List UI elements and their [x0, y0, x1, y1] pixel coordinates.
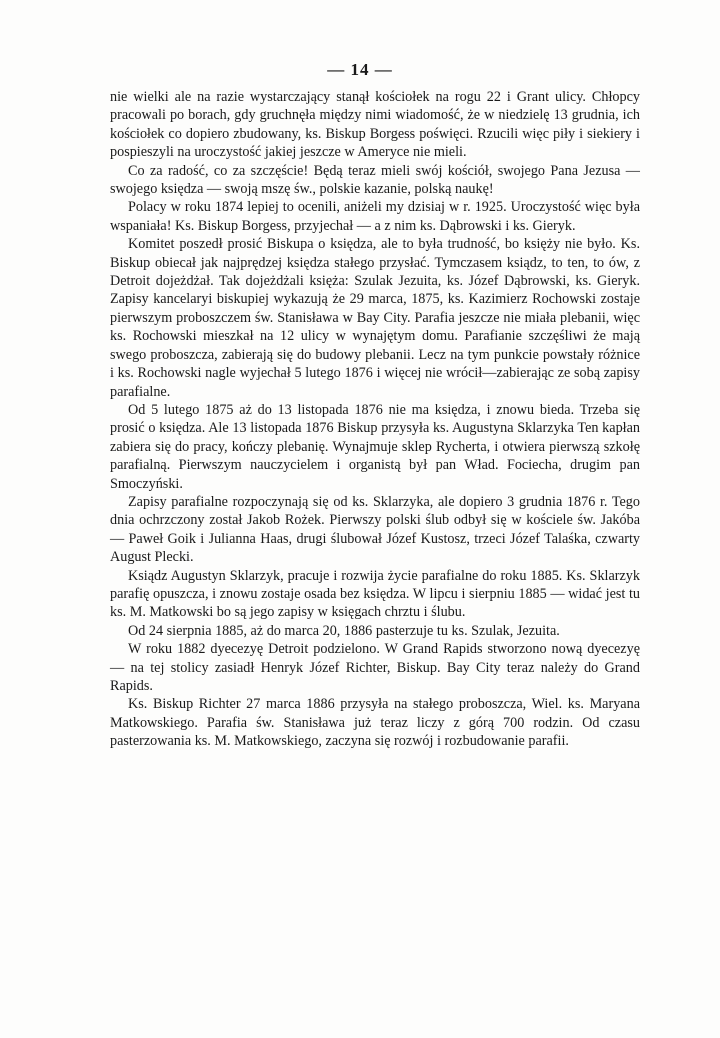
paragraph-9: W roku 1882 dyecezyę Detroit podzielono. W Grand Rapids stworzono nową dyecezyę — na tej stolicy zasiadł Henryk Józef Richter, Biskup. Bay City teraz należy do Grand Rapids. — [110, 641, 640, 694]
paragraph-10: Ks. Biskup Richter 27 marca 1886 przysyła na stałego proboszcza, Wiel. ks. Maryana Matkowskiego. Parafia św. Stanisława już teraz liczy z górą 700 rodzin. Od czasu pasterzowania ks. M. Matkowskiego, zaczyna się rozwój i rozbudowanie parafii. — [110, 696, 640, 750]
paragraph-7: Ksiądz Augustyn Sklarzyk, pracuje i rozwija życie parafialne do roku 1885. Ks. Sklarzyk parafię opuszcza, i znowu zostaje osada bez księdza. W lipcu i sierpniu 1885 — widać jest tu ks. M. Matkowski bo są jego zapisy w księgach chrztu i ślubu. — [110, 567, 640, 621]
paragraph-5: Od 5 lutego 1875 aż do 13 listopada 1876 nie ma księdza, i znowu bieda. Trzeba się prosić o księdza. Ale 13 listopada 1876 Biskup przysyła ks. Augustyna Sklarzyka Ten kapłan zabiera się do pracy, kończy plebanię. Wynajmuje sklep Rycherta, i otwiera pierwszą szkołę parafialną. Pierwszym nauczycielem i organistą był pan Wład. Fociecha, drugim pan Smoczyński. — [110, 401, 640, 492]
paragraph-1: nie wielki ale na razie wystarczający stanął kościołek na rogu 22 i Grant ulicy. Chłopcy pracowali po borach, gdy gruchnęła między nimi wiadomość, że w niedzielę 13 grudnia, ich kościołek co dopiero zbudowany, ks. Biskup Borgess poświęci. Rzucili więc piły i siekiery i pospieszyli na uroczystość jakiej jeszcze w Ameryce nie mieli. — [110, 89, 640, 161]
paragraph-8: Od 24 sierpnia 1885, aż do marca 20, 1886 pasterzuje tu ks. Szulak, Jezuita. — [128, 622, 560, 639]
paragraph-6: Zapisy parafialne rozpoczynają się od ks. Sklarzyka, ale dopiero 3 grudnia 1876 r. Tego dnia ochrzczony został Jakob Rożek. Pierwszy polski ślub odbył się w kościele św. Jakóba — Paweł Goik i Julianna Haas, drugi ślubował Józef Kustosz, trzeci Józef Talaśka, czwarty August Plecki. — [110, 493, 640, 566]
text-body — [110, 88, 640, 751]
page-number: — 14 — — [327, 60, 393, 79]
paragraph-3: Polacy w roku 1874 lepiej to ocenili, aniżeli my dzisiaj w r. 1925. Uroczystość więc była wspaniała! Ks. Biskup Borgess, przyjechał — a z nim ks. Dąbrowski i ks. Gieryk. — [110, 199, 640, 234]
paragraph-2: Co za radość, co za szczęście! Będą teraz mieli swój kościół, swojego Pana Jezusa — swojego księdza — swoją mszę św., polskie kazanie, polską naukę! — [110, 162, 640, 198]
paragraph-4: Komitet poszedł prosić Biskupa o księdza, ale to była trudność, bo księży nie było. Ks. Biskup obiecał jak najprędzej księdza stałego przysłać. Tymczasem ksiądz, to ten, to ów, z Detroit dojeżdżał. Tak dojeżdżali księża: Szulak Jezuita, ks. Józef Dąbrowski, ks. Gieryk. Zapisy kancelaryi biskupiej wykazują że 29 marca, 1875, ks. Kazimierz Rochowski zostaje pierwszym proboszczem św. Stanisława w Bay City. Parafia jeszcze nie miała plebanii, więc ks. Rochowski mieszkał na 12 ulicy w wynajętym domu. Parafianie szczęśliwi że mają swego proboszcza, zabierają się do budowy plebanii. Lecz na tym punkcie powstały różnice i ks. Rochowski nagle wyjechał 5 lutego 1876 i więcej nie wrócił—zabierając ze sobą zapisy parafialne. — [110, 236, 640, 400]
